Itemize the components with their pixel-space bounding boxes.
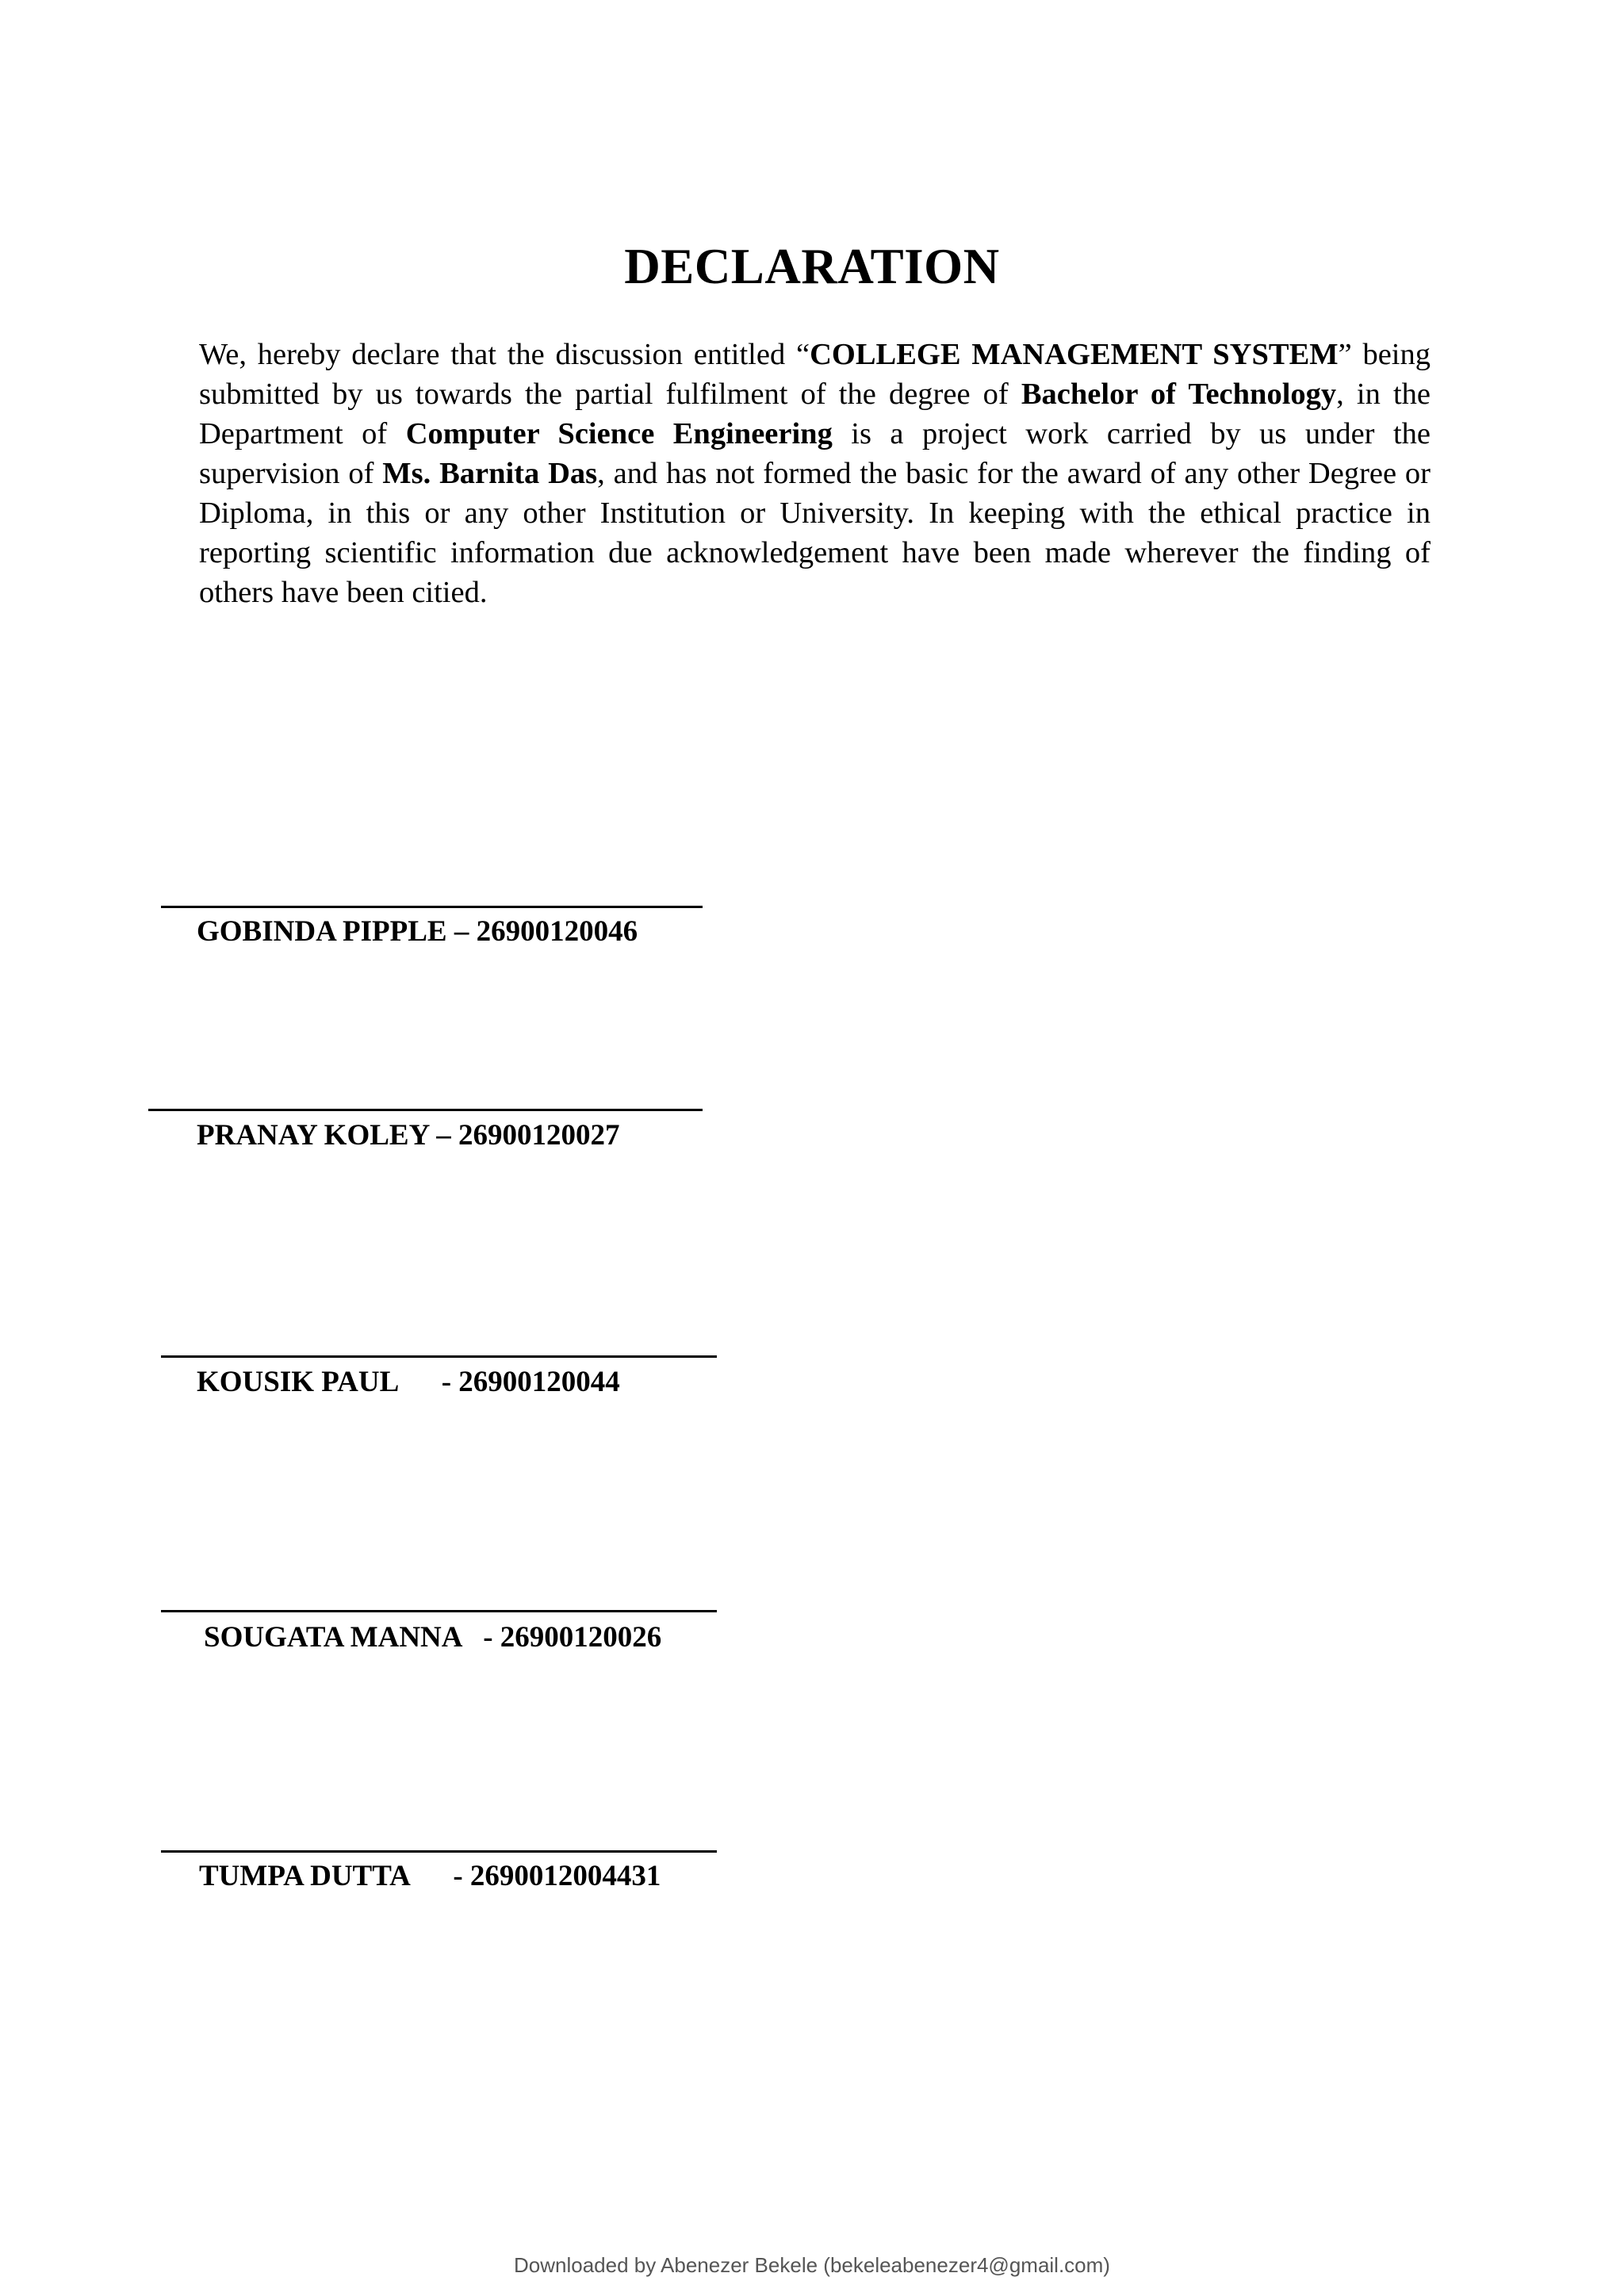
signature-line-5 [161, 1850, 717, 1853]
download-footer: Downloaded by Abenezer Bekele (bekeleabenezer4@gmail.com) [514, 2253, 1110, 2277]
signatory-5: TUMPA DUTTA - 2690012004431 [199, 1860, 661, 1892]
project-title: COLLEGE MANAGEMENT SYSTEM [810, 338, 1339, 371]
signature-line-3 [161, 1355, 717, 1358]
signature-line-1 [161, 906, 703, 908]
declaration-text-4: is a project work carried by us under the supervision of [199, 417, 1431, 490]
supervisor-name: Ms. Barnita Das [382, 457, 598, 490]
signature-line-2 [148, 1109, 703, 1111]
declaration-paragraph [199, 335, 1431, 612]
signatory-1: GOBINDA PIPPLE – 26900120046 [197, 915, 638, 948]
signature-line-4 [161, 1610, 717, 1612]
signatory-3: KOUSIK PAUL - 26900120044 [197, 1366, 620, 1398]
declaration-text-2: ” being submitted by us towards the partial fulfilment of the degree of [199, 338, 1431, 411]
signatory-4: SOUGATA MANNA - 26900120026 [204, 1621, 662, 1654]
signatory-2: PRANAY KOLEY – 26900120027 [197, 1119, 620, 1152]
department-name: Computer Science Engineering [405, 417, 833, 450]
declaration-text-5: , and has not formed the basic for the award of any other Degree or Diploma, in this or any other Institution or University. In keeping with the ethical practice in reporting scientific information due acknowledgement have been made wherever the finding of others have been citied. [199, 457, 1431, 609]
declaration-text-1: We, hereby declare that the discussion entitled “ [199, 338, 810, 371]
degree-name: Bachelor of Technology [1021, 378, 1337, 411]
page-title: DECLARATION [624, 239, 1000, 294]
declaration-text-3: , in the Department of [199, 378, 1431, 450]
